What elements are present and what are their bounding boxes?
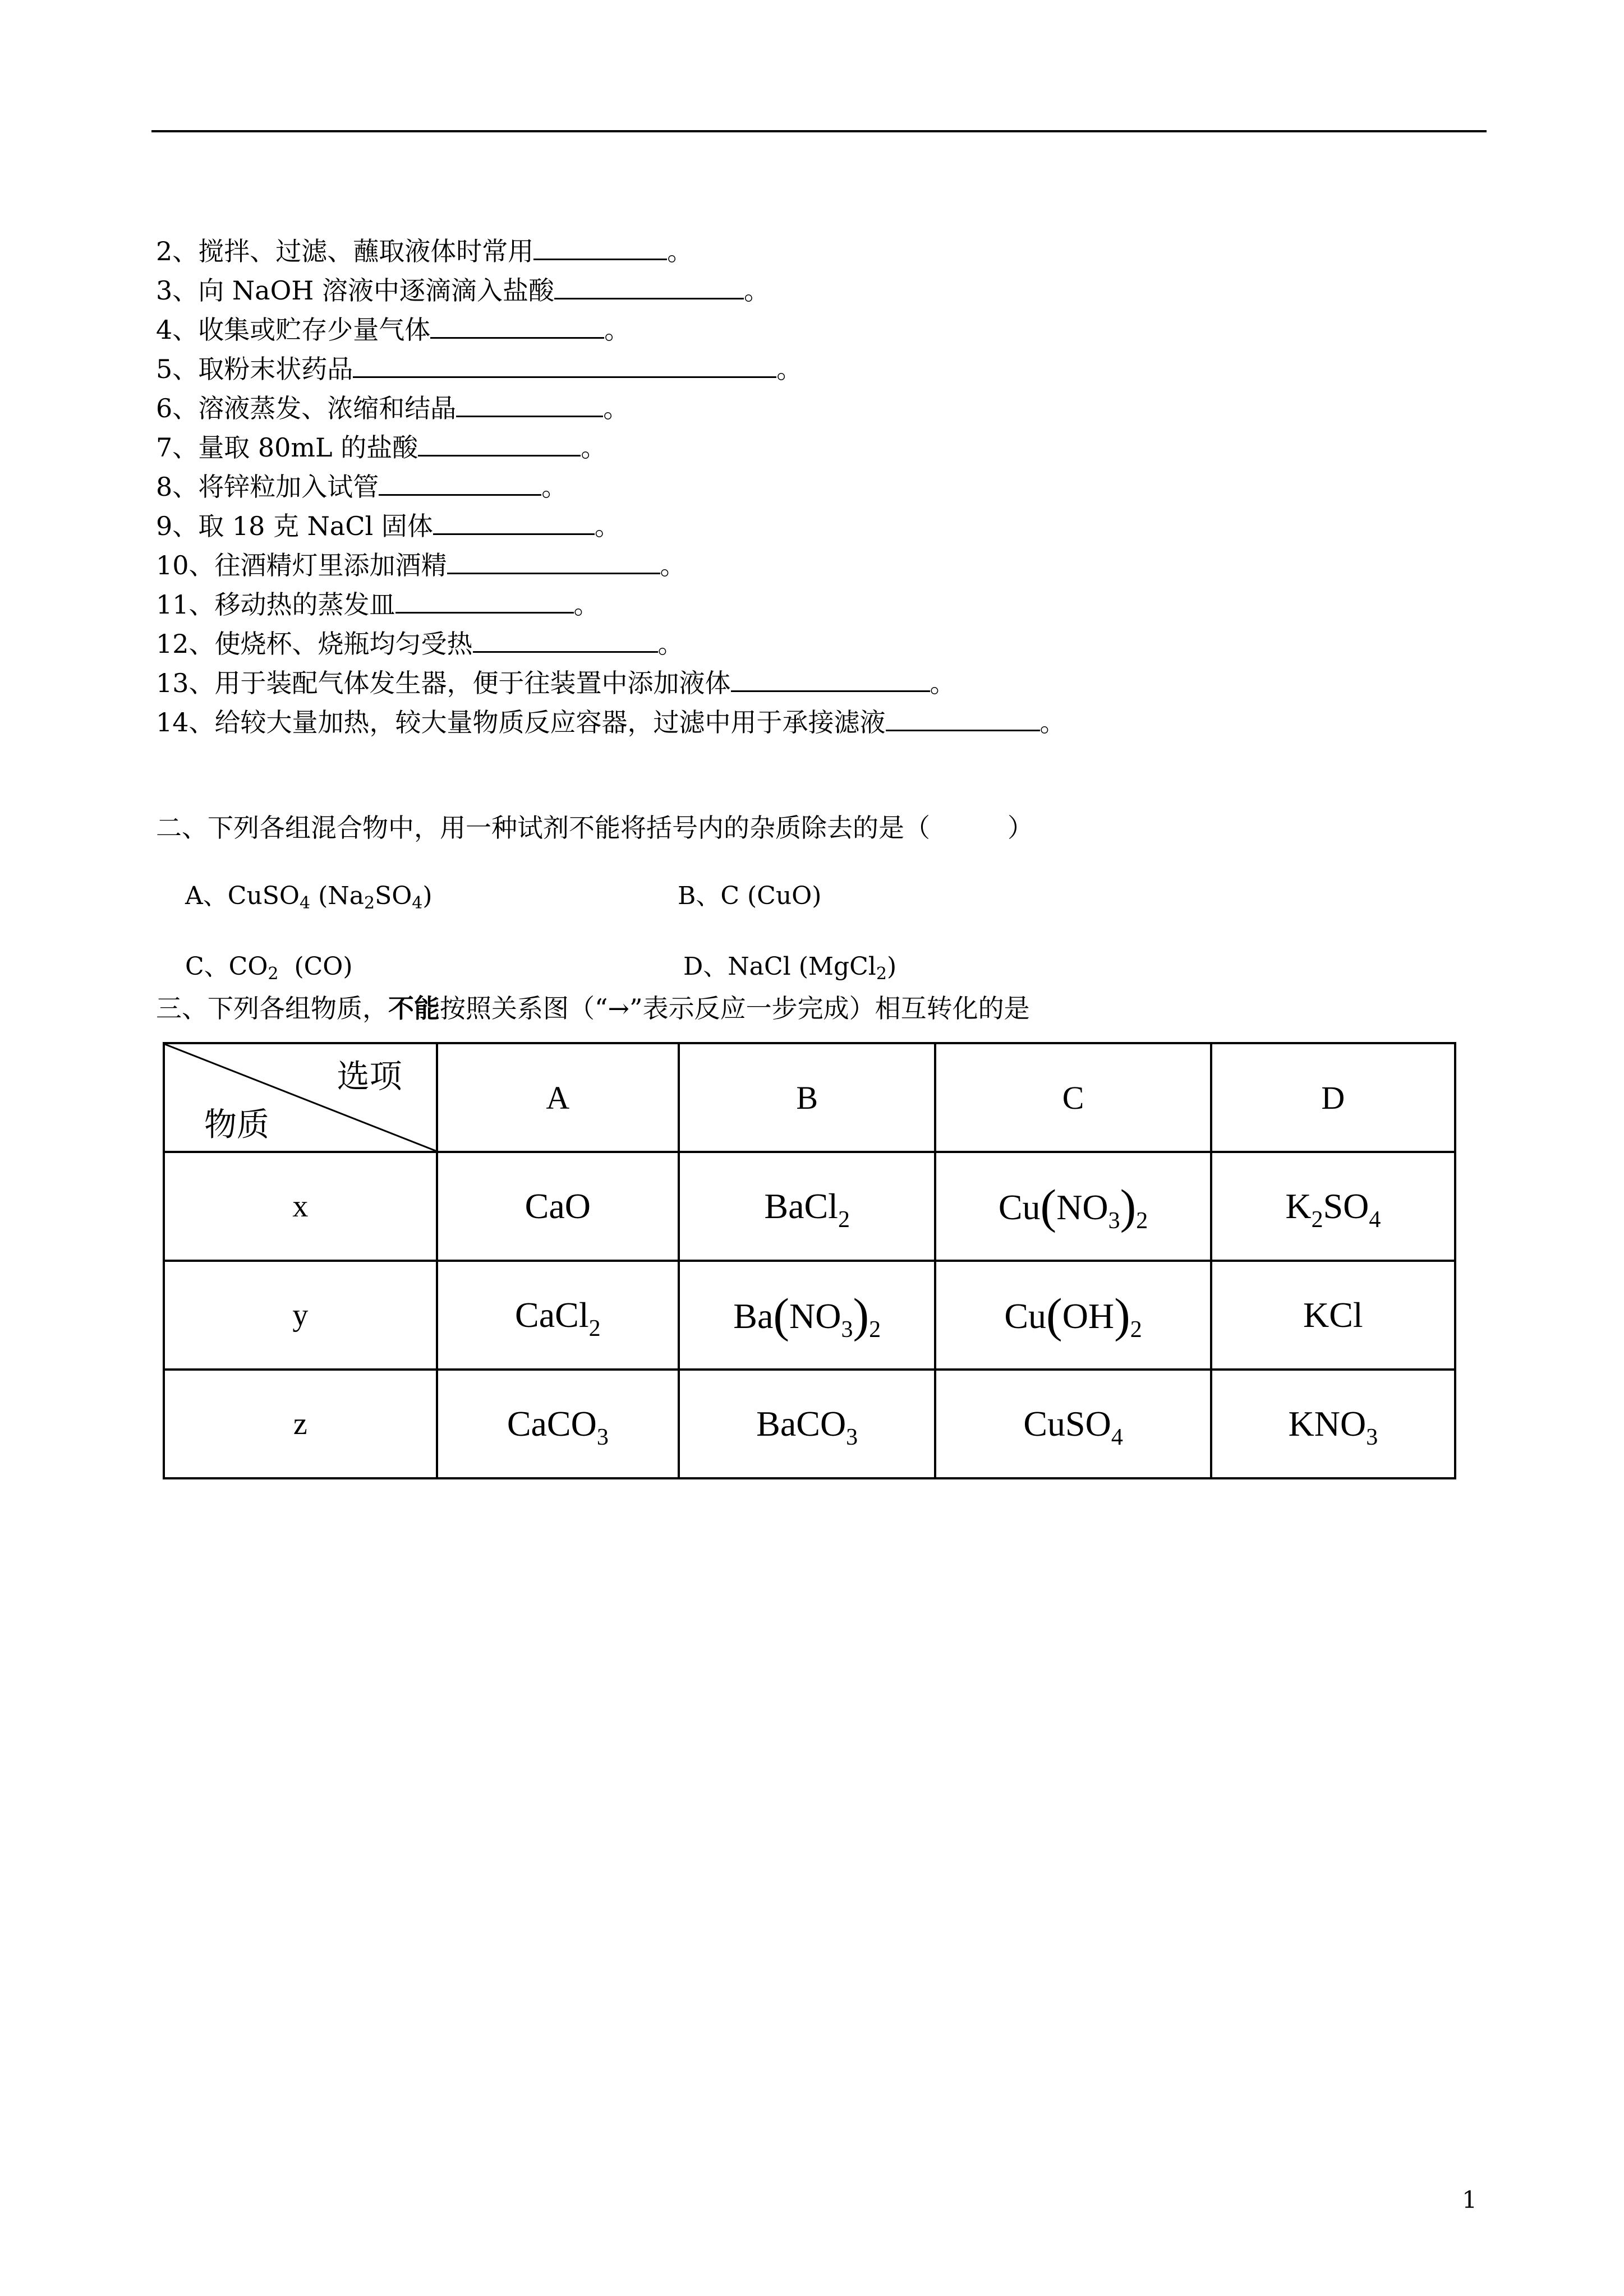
- question-item-2: 2、搅拌、过滤、蘸取液体时常用 。: [156, 236, 693, 266]
- question-item-12: 12、使烧杯、烧瓶均匀受热 。: [156, 629, 684, 659]
- table-row: [164, 1261, 1455, 1370]
- table-row: [164, 1152, 1455, 1261]
- formula-cell: KCl: [1211, 1261, 1455, 1370]
- answer-blank[interactable]: [731, 668, 930, 692]
- page-number: 1: [1462, 2186, 1477, 2214]
- question-text: 11、移动热的蒸发皿: [156, 589, 395, 620]
- row-label-x: x: [164, 1152, 437, 1261]
- formula-cell: CaCl$_2$: [437, 1261, 679, 1370]
- question-text: 13、用于装配气体发生器，便于往装置中添加液体: [156, 668, 731, 698]
- question-item-13: 13、用于装配气体发生器，便于往装置中添加液体 。: [156, 668, 956, 698]
- formula-cell: BaCl$_2$: [679, 1152, 935, 1261]
- answer-blank[interactable]: [430, 315, 604, 339]
- column-header-a: A: [437, 1043, 679, 1152]
- question-text: 2、搅拌、过滤、蘸取液体时常用: [156, 236, 534, 266]
- corner-label-options: 选项: [337, 1057, 402, 1095]
- question-2-stem: 二、下列各组混合物中，用一种试剂不能将括号内的杂质除去的是（ ）: [156, 813, 1033, 843]
- formula-cell: $K_2SO_4$: [1211, 1152, 1455, 1261]
- row-label-y: y: [164, 1261, 437, 1370]
- question-text: 14、给较大量加热，较大量物质反应容器，过滤中用于承接滤液: [156, 707, 886, 737]
- question-item-4: 4、收集或贮存少量气体 。: [156, 315, 631, 345]
- question-item-7: 7、量取 80mL 的盐酸 。: [156, 432, 607, 463]
- option-a[interactable]: A、CuSO$_4$ $(Na_2SO_4)$: [185, 882, 433, 913]
- table-row: [164, 1370, 1455, 1478]
- question-item-6: 6、溶液蒸发、浓缩和结晶 。: [156, 393, 629, 423]
- answer-blank[interactable]: [447, 550, 660, 574]
- substance-table: [163, 1042, 1456, 1479]
- question-item-9: 9、取 18 克 NaCl 固体 。: [156, 511, 620, 541]
- formula-cell: CaO: [437, 1152, 679, 1261]
- question-item-10: 10、往酒精灯里添加酒精 。: [156, 550, 686, 580]
- row-label-z: z: [164, 1370, 437, 1478]
- answer-blank[interactable]: [456, 393, 603, 417]
- option-c[interactable]: C、$CO_2$ (CO): [185, 952, 353, 984]
- question-text: 8、将锌粒加入试管: [156, 472, 379, 502]
- answer-blank[interactable]: [353, 354, 776, 378]
- formula-cell: $Cu(OH)_2$: [935, 1261, 1211, 1370]
- formula-cell: CuSO$_4$: [935, 1370, 1211, 1478]
- option-d[interactable]: D、NaCl (MgCl$_2$): [683, 952, 897, 984]
- question-item-11: 11、移动热的蒸发皿 。: [156, 589, 600, 620]
- question-3-stem: 三、下列各组物质，不能按照关系图（“→”表示反应一步完成）相互转化的是: [156, 993, 1030, 1023]
- corner-cell: [164, 1043, 437, 1152]
- question-text: 5、取粉末状药品: [156, 354, 353, 384]
- question-text: 7、量取 80mL 的盐酸: [156, 432, 418, 463]
- question-text: 12、使烧杯、烧瓶均匀受热: [156, 629, 473, 659]
- answer-blank[interactable]: [418, 432, 581, 457]
- question-text: 9、取 18 克 NaCl 固体: [156, 511, 433, 541]
- header-rule: [151, 130, 1487, 132]
- corner-label-substance: 物质: [204, 1105, 270, 1144]
- answer-blank[interactable]: [395, 589, 574, 614]
- answer-blank[interactable]: [886, 707, 1040, 731]
- answer-blank[interactable]: [379, 472, 541, 496]
- answer-blank[interactable]: [533, 236, 667, 260]
- answer-blank[interactable]: [433, 511, 595, 535]
- table-header-row: [164, 1043, 1455, 1152]
- question-item-5: 5、取粉末状药品 。: [156, 354, 803, 384]
- formula-cell: $KNO_3$: [1211, 1370, 1455, 1478]
- formula-cell: BaCO$_3$: [679, 1370, 935, 1478]
- question-text: 3、向 NaOH 溶液中逐滴滴入盐酸: [156, 275, 555, 306]
- question-item-14: 14、给较大量加热，较大量物质反应容器，过滤中用于承接滤液 。: [156, 707, 1066, 737]
- column-header-c: C: [935, 1043, 1211, 1152]
- answer-blank[interactable]: [554, 275, 744, 299]
- formula-cell: CaCO$_3$: [437, 1370, 679, 1478]
- question-text: 4、收集或贮存少量气体: [156, 315, 431, 345]
- question-text: 6、溶液蒸发、浓缩和结晶: [156, 393, 457, 423]
- column-header-d: D: [1211, 1043, 1455, 1152]
- question-item-8: 8、将锌粒加入试管 。: [156, 472, 568, 502]
- formula-cell: $Ba(NO_3)_2$: [679, 1261, 935, 1370]
- answer-blank[interactable]: [473, 629, 658, 653]
- question-text: 10、往酒精灯里添加酒精: [156, 550, 447, 580]
- column-header-b: B: [679, 1043, 935, 1152]
- option-b[interactable]: B、C (CuO): [678, 882, 822, 910]
- question-item-3: 3、向 NaOH 溶液中逐滴滴入盐酸 。: [156, 275, 770, 306]
- formula-cell: $Cu(NO_3)_2$: [935, 1152, 1211, 1261]
